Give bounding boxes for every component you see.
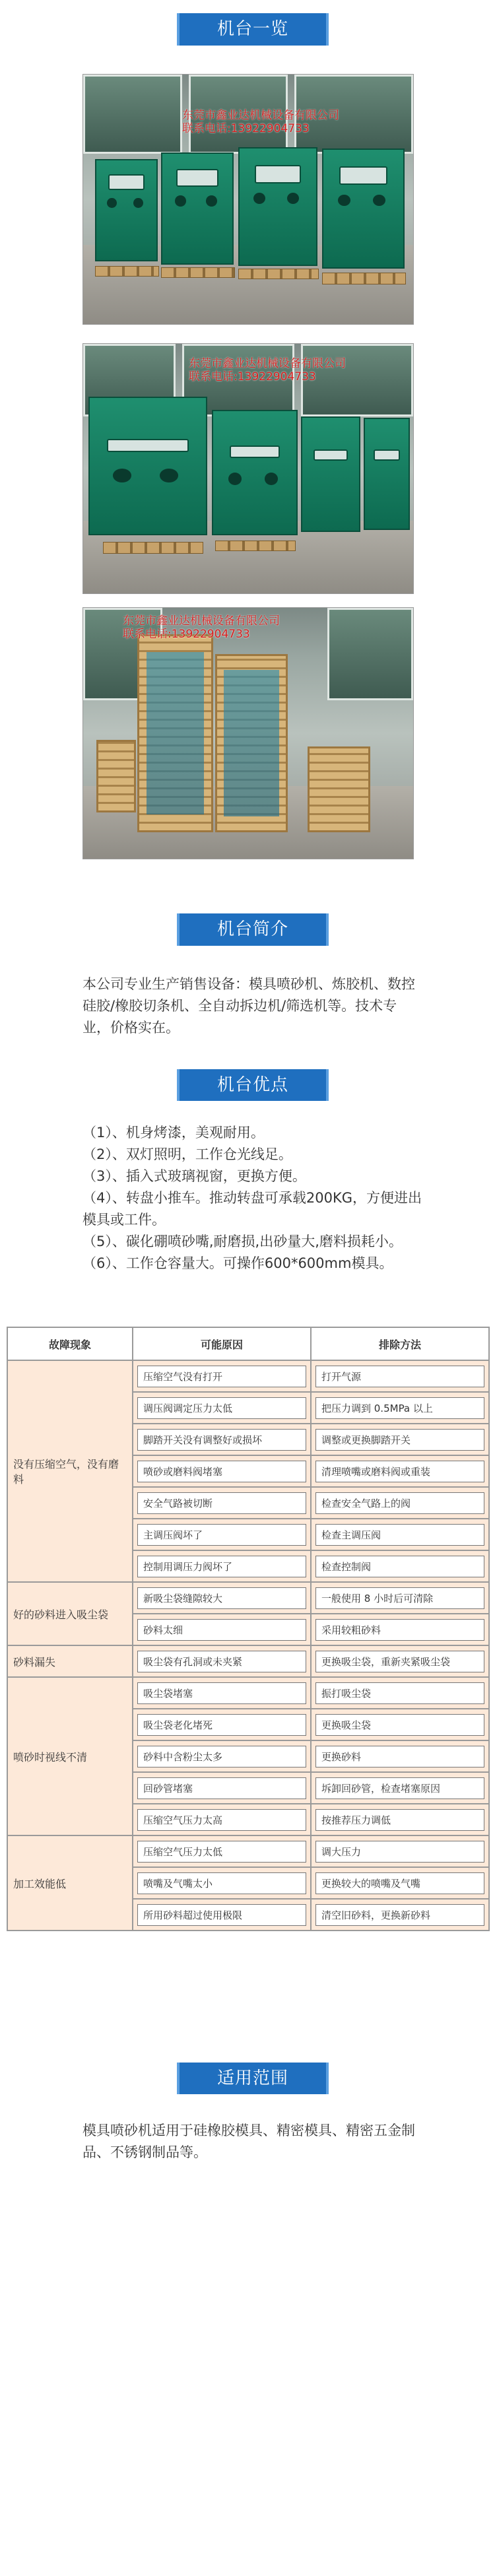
machine-photo-2	[82, 343, 414, 594]
solution-cell: 坼卸回砂管，检查堵塞原因	[315, 1777, 484, 1799]
advantage-item: （3）、插入式玻璃视窗，更换方便。	[82, 1168, 306, 1184]
solution-cell: 采用较粗砂料	[315, 1619, 484, 1641]
solution-cell: 把压力调到 0.5MPa 以上	[315, 1397, 484, 1419]
table-row	[7, 1645, 489, 1677]
solution-cell: 检查安全气路上的阀	[315, 1492, 484, 1514]
symptom-cell: 喷砂时视线不清	[7, 1677, 133, 1835]
cause-cell: 吸尘袋老化堵死	[137, 1714, 306, 1736]
crated-machines-photo	[82, 607, 414, 859]
cause-cell: 所用砂料超过使用极限	[137, 1904, 306, 1926]
cause-cell: 回砂管堵塞	[137, 1777, 306, 1799]
watermark: 东莞市鑫业达机械设备有限公司 联系电话:13922904733	[182, 109, 339, 135]
section-title: 机台一览	[216, 19, 288, 39]
section-title: 机台优点	[216, 1075, 288, 1095]
section-title: 机台简介	[216, 919, 288, 939]
solution-cell: 调整或更换脚踏开关	[315, 1429, 484, 1451]
solution-cell: 更换砂料	[315, 1746, 484, 1767]
watermark: 东莞市鑫业达机械设备有限公司 联系电话:13922904733	[123, 614, 280, 641]
section-banner-advantages	[177, 1069, 329, 1101]
cause-cell: 压缩空气压力太高	[137, 1809, 306, 1831]
symptom-cell: 加工效能低	[7, 1835, 133, 1931]
solution-cell: 更换吸尘袋	[315, 1714, 484, 1736]
table-header-row	[7, 1327, 489, 1360]
cause-cell: 新吸尘袋缝隙较大	[137, 1587, 306, 1609]
advantage-item: （2）、双灯照明，工作仓光线足。	[82, 1146, 292, 1162]
troubleshooting-table	[7, 1327, 490, 1931]
cause-cell: 脚踏开关没有调整好或损坏	[137, 1429, 306, 1451]
solution-cell: 更换吸尘袋，重新夹紧吸尘袋	[315, 1651, 484, 1672]
table-row	[7, 1360, 489, 1392]
solution-cell: 清理喷嘴或磨料阀或重装	[315, 1461, 484, 1482]
cause-cell: 喷砂或磨料阀堵塞	[137, 1461, 306, 1482]
advantage-item: （4）、转盘小推车。推动转盘可承载200KG，方便进出模具或工件。	[82, 1190, 422, 1228]
solution-cell: 更换较大的喷嘴及气嘴	[315, 1872, 484, 1894]
intro-paragraph: 本公司专业生产销售设备：模具喷砂机、炼胶机、数控硅胶/橡胶切条机、全自动拆边机/筛选机等。技术专业，价格实在。	[82, 976, 415, 1036]
table-row	[7, 1677, 489, 1709]
machine-photo-1	[82, 74, 414, 325]
cause-cell: 吸尘袋堵塞	[137, 1682, 306, 1704]
solution-cell: 清空旧砂料，更换新砂料	[315, 1904, 484, 1926]
solution-cell: 打开气源	[315, 1366, 484, 1387]
solution-cell: 检查主调压阀	[315, 1524, 484, 1546]
section-banner-intro	[177, 913, 329, 946]
section-banner-overview	[177, 13, 329, 46]
cause-cell: 安全气路被切断	[137, 1492, 306, 1514]
scope-paragraph: 模具喷砂机适用于硅橡胶模具、精密模具、精密五金制品、不锈钢制品等。	[82, 2123, 415, 2160]
advantage-item: （6）、工作仓容量大。可操作600*600mm模具。	[82, 1255, 393, 1271]
header-symptom: 故障现象	[7, 1327, 133, 1360]
symptom-cell: 好的砂料进入吸尘袋	[7, 1582, 133, 1645]
cause-cell: 砂料中含粉尘太多	[137, 1746, 306, 1767]
symptom-cell: 砂料漏失	[7, 1645, 133, 1677]
cause-cell: 主调压阀坏了	[137, 1524, 306, 1546]
advantage-item: （1）、机身烤漆，美观耐用。	[82, 1125, 265, 1140]
table-row	[7, 1835, 489, 1867]
table-row	[7, 1582, 489, 1614]
section-banner-scope	[177, 2063, 329, 2094]
cause-cell: 砂料太细	[137, 1619, 306, 1641]
cause-cell: 压缩空气压力太低	[137, 1841, 306, 1863]
cause-cell: 控制用调压力阀坏了	[137, 1556, 306, 1577]
advantages-list	[82, 1122, 426, 1274]
header-solution: 排除方法	[311, 1327, 489, 1360]
cause-cell: 喷嘴及气嘴太小	[137, 1872, 306, 1894]
solution-cell: 振打吸尘袋	[315, 1682, 484, 1704]
section-title: 适用范围	[216, 2068, 288, 2088]
solution-cell: 一般使用 8 小时后可清除	[315, 1587, 484, 1609]
watermark: 东莞市鑫业达机械设备有限公司 联系电话:13922904733	[189, 357, 346, 383]
cause-cell: 吸尘袋有孔洞或未夹紧	[137, 1651, 306, 1672]
symptom-cell: 没有压缩空气，没有磨料	[7, 1360, 133, 1582]
cause-cell: 调压阀调定压力太低	[137, 1397, 306, 1419]
advantage-item: （5）、碳化硼喷砂嘴,耐磨损,出砂量大,磨料损耗小。	[82, 1234, 403, 1249]
cause-cell: 压缩空气没有打开	[137, 1366, 306, 1387]
header-cause: 可能原因	[133, 1327, 311, 1360]
solution-cell: 检查控制阀	[315, 1556, 484, 1577]
solution-cell: 按推荐压力调低	[315, 1809, 484, 1831]
solution-cell: 调大压力	[315, 1841, 484, 1863]
